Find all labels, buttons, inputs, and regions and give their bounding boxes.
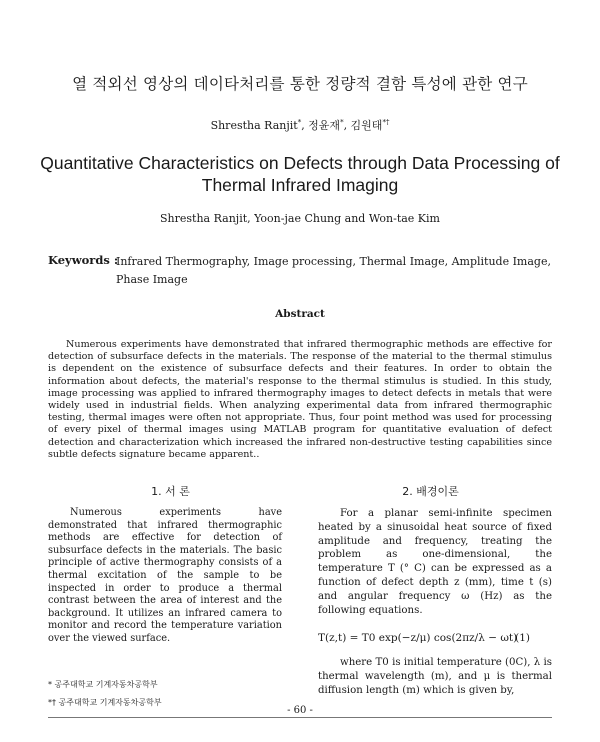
- author-3-mark: *†: [382, 118, 390, 127]
- abstract-heading: Abstract: [275, 308, 325, 320]
- section-1-body: Numerous experiments have demonstrated that infrared thermographic methods are effective for detection of subsurface defects in the materials. The basic principle of active thermography consists of a thermal excitation of the sample to be inspected in order to produce a thermal contrast between the area of interest and the background. It utilizes an infrared camera to monitor and record the temperature variation over the viewed surface.: [48, 507, 282, 644]
- author-2-mark: *: [340, 118, 344, 127]
- equation-text: T(z,t) = T0 exp(−z/μ) cos(2πz/λ − ωt): [318, 632, 518, 644]
- section-2-body-after: where T0 is initial temperature (0C), λ is thermal wavelength (m), and μ is thermal diffusion length (m) which is given by,: [318, 657, 552, 696]
- korean-authors: [0, 117, 600, 133]
- author-1-mark: *: [297, 118, 302, 127]
- footnote-2: *† 공주대학교 기계자동차공학부: [48, 698, 162, 707]
- keywords-label: Keywords :: [48, 253, 119, 267]
- bottom-rule: [48, 717, 552, 718]
- author-2: , 정윤재: [301, 119, 341, 132]
- equation-1: [318, 632, 552, 644]
- section-2-heading: 2. 배경이론: [402, 485, 459, 498]
- footnote-1: * 공주대학교 기계자동차공학부: [48, 680, 158, 689]
- english-title: Quantitative Characteristics on Defects through Data Processing of Thermal Infrared Imaging: [40, 153, 560, 195]
- abstract-body: Numerous experiments have demonstrated that infrared thermographic methods are effective for detection of subsurface defects in the materials. The response of the material to the thermal stimulus is dependent on the existence of subsurface defects and their features. In order to obtain the information about defects, the material's response to the thermal stimulus is studied. In this study, image processing was applied to infrared thermography images to detect defects in metals that were widely used in industrial fields. When analyzing experimental data from infrared thermographic testing, thermal images were often not appropriate. Thus, four point method was used for processing of every pixel of thermal images using MATLAB program for quantitative evaluation of defect detection and characterization which increased the infrared non-destructive testing capabilities since subtle defects signature became apparent..: [48, 339, 552, 460]
- equation-number: (1): [515, 632, 530, 644]
- section-2-body: For a planar semi-infinite specimen heated by a sinusoidal heat source of fixed amplitude and frequency, treating the problem as one-dimensional, the temperature T (° C) can be expressed as a function of defect depth z (mm), time t (s) and angular frequency ω (Hz) as the following equations.: [318, 508, 552, 616]
- author-1: Shrestha Ranjit: [210, 119, 298, 132]
- korean-title: 열 적외선 영상의 데이타처리를 통한 정량적 결함 특성에 관한 연구: [72, 75, 528, 93]
- keywords-text: Infrared Thermography, Image processing, Thermal Image, Amplitude Image, Phase Image: [116, 255, 551, 286]
- section-1-heading: 1. 서 론: [151, 485, 190, 498]
- english-authors: Shrestha Ranjit, Yoon-jae Chung and Won-tae Kim: [160, 212, 440, 225]
- author-3: , 김원태: [343, 119, 383, 132]
- page-number: - 60 -: [287, 705, 313, 716]
